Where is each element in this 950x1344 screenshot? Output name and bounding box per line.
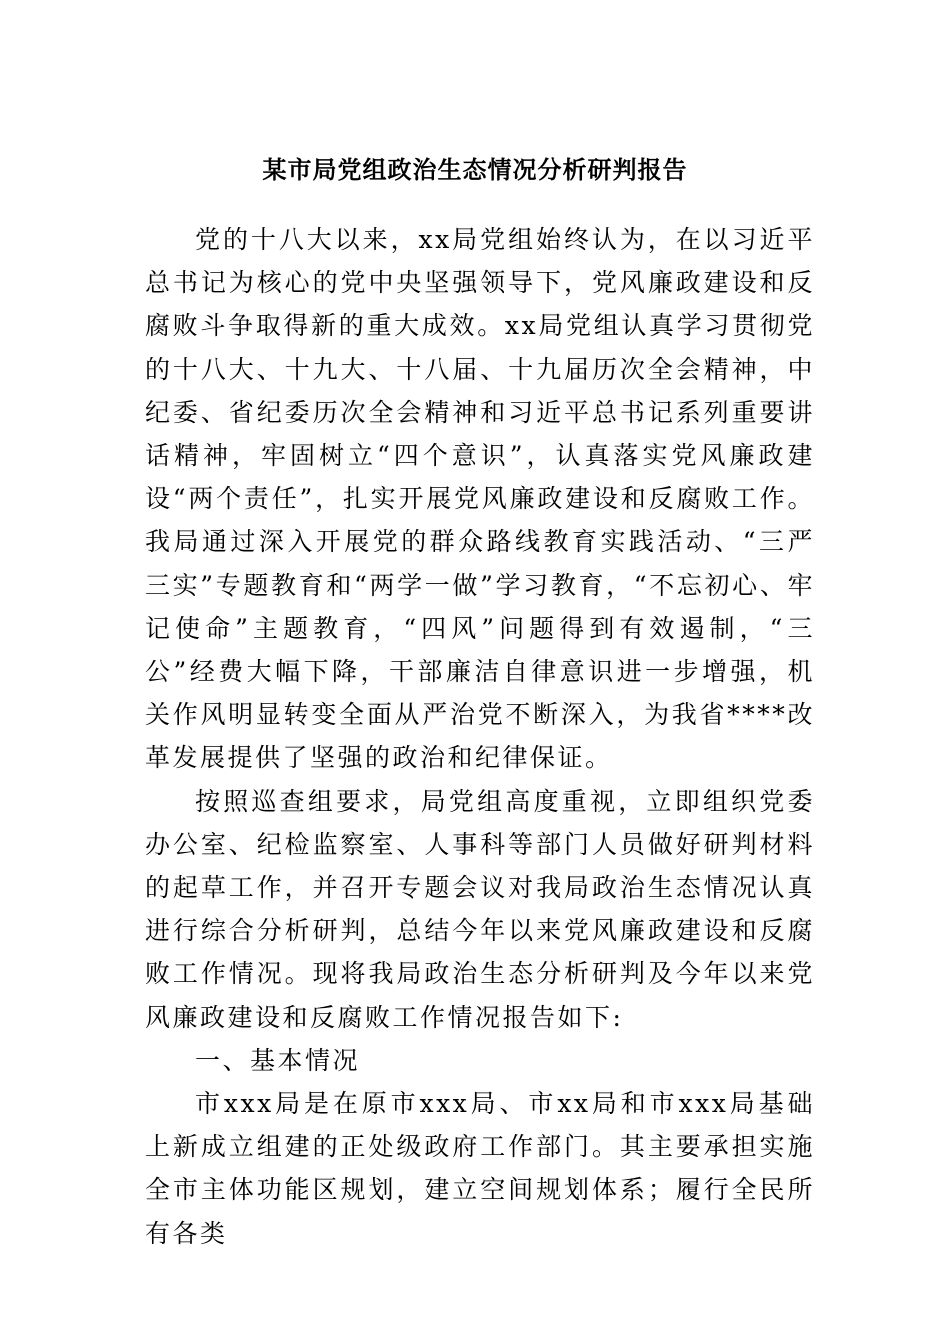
document-title: 某市局党组政治生态情况分析研判报告: [262, 155, 688, 184]
document-body: [145, 218, 815, 1255]
inspection-paragraph: 按照巡查组要求，局党组高度重视，立即组织党委办公室、纪检监察室、人事科等部门人员做好研判材料的起草工作，并召开专题会议对我局政治生态情况认真进行综合分析研判，总结今年以来党风廉政建设和反腐败工作情况。现将我局政治生态分析研判及今年以来党风廉政建设和反腐败工作情况报告如下:: [145, 786, 815, 1032]
section-paragraph: 市xxx局是在原市xxx局、市xx局和市xxx局基础上新成立组建的正处级政府工作部门。其主要承担实施全市主体功能区规划，建立空间规划体系；履行全民所有各类: [145, 1089, 815, 1248]
intro-paragraph: 党的十八大以来，xx局党组始终认为，在以习近平总书记为核心的党中央坚强领导下，党风廉政建设和反腐败斗争取得新的重大成效。xx局党组认真学习贯彻党的十八大、十九大、十八届、十九届历次全会精神，中纪委、省纪委历次全会精神和习近平总书记系列重要讲话精神，牢固树立“四个意识”，认真落实党风廉政建设“两个责任”，扎实开展党风廉政建设和反腐败工作。我局通过深入开展党的群众路线教育实践活动、“三严三实”专题教育和“两学一做”学习教育，“不忘初心、牢记使命”主题教育，“四风”问题得到有效遏制，“三公”经费大幅下降，干部廉洁自律意识进一步增强，机关作风明显转变全面从严治党不断深入，为我省****改革发展提供了坚强的政治和纪律保证。: [145, 225, 815, 773]
section-heading: 一、基本情况: [195, 1045, 361, 1075]
